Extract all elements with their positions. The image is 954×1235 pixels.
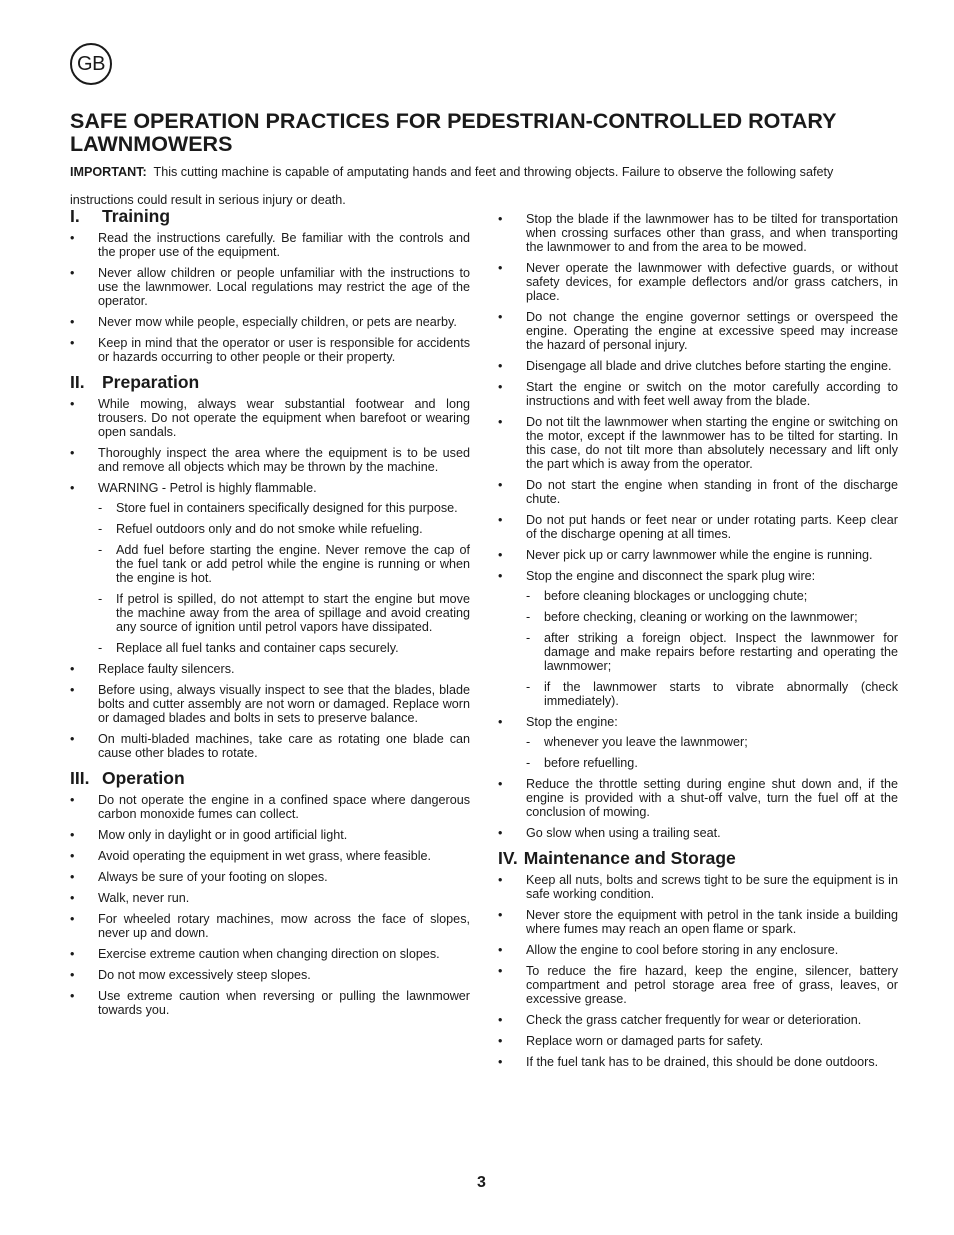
item-text: Stop the engine and disconnect the spark plug wire: bbox=[526, 569, 816, 583]
section-number: I. bbox=[70, 206, 80, 226]
page-number: 3 bbox=[477, 1174, 486, 1191]
bullet: • bbox=[498, 777, 503, 791]
bullet: • bbox=[70, 397, 75, 411]
item-text: before cleaning blockages or unclogging chute; bbox=[544, 589, 808, 603]
left-column bbox=[70, 205, 470, 1024]
item-text: For wheeled rotary machines, mow across the face of slopes, never up and down. bbox=[98, 912, 470, 940]
dash: - bbox=[98, 501, 103, 515]
bullet: • bbox=[70, 828, 75, 842]
sublist-item bbox=[498, 680, 898, 708]
item-text: Do not start the engine when standing in front of the discharge chute. bbox=[526, 478, 898, 506]
item-text: before refuelling. bbox=[544, 756, 638, 770]
item-text: Start the engine or switch on the motor carefully according to instructions and with feet well away from the blade. bbox=[526, 380, 898, 408]
bullet: • bbox=[70, 446, 75, 460]
bullet: • bbox=[70, 662, 75, 676]
item-text: On multi-bladed machines, take care as rotating one blade can cause other blades to rotate. bbox=[98, 732, 470, 760]
training-list bbox=[70, 231, 470, 364]
dash: - bbox=[526, 631, 531, 645]
list-item bbox=[498, 1013, 898, 1027]
section-title: Preparation bbox=[102, 372, 200, 392]
bullet: • bbox=[498, 569, 503, 583]
item-text: Stop the engine: bbox=[526, 715, 618, 729]
bullet: • bbox=[498, 873, 503, 887]
bullet: • bbox=[498, 478, 503, 492]
list-item bbox=[70, 662, 470, 676]
bullet: • bbox=[498, 359, 503, 373]
sublist-item bbox=[498, 735, 898, 749]
item-text: whenever you leave the lawnmower; bbox=[544, 735, 748, 749]
bullet: • bbox=[70, 849, 75, 863]
bullet: • bbox=[70, 336, 75, 350]
item-text: Do not mow excessively steep slopes. bbox=[98, 968, 311, 982]
item-text: To reduce the fire hazard, keep the engine, silencer, battery compartment and petrol storage area free of grass, leaves, or excessive grease. bbox=[526, 964, 898, 1006]
item-text: Always be sure of your footing on slopes. bbox=[98, 870, 328, 884]
list-item bbox=[498, 548, 898, 562]
item-text: Disengage all blade and drive clutches before starting the engine. bbox=[526, 359, 892, 373]
item-text: Never operate the lawnmower with defective guards, or without safety devices, for example deflectors and/or grass catchers, in place. bbox=[526, 261, 898, 303]
list-item bbox=[498, 908, 898, 936]
sublist-item bbox=[498, 756, 898, 770]
list-item bbox=[70, 849, 470, 863]
right-column bbox=[498, 212, 898, 1076]
list-item bbox=[498, 261, 898, 303]
bullet: • bbox=[70, 231, 75, 245]
item-text: If the fuel tank has to be drained, this should be done outdoors. bbox=[526, 1055, 879, 1069]
list-item bbox=[498, 964, 898, 1006]
bullet: • bbox=[70, 989, 75, 1003]
section-operation-heading bbox=[70, 767, 470, 789]
item-text: Refuel outdoors only and do not smoke while refueling. bbox=[116, 522, 423, 536]
stop-engine-sublist bbox=[526, 735, 898, 770]
operation-list-continued bbox=[498, 212, 898, 840]
bullet: • bbox=[498, 548, 503, 562]
item-text: Do not change the engine governor settings or overspeed the engine. Operating the engine at excessive speed may increase the hazard of personal injury. bbox=[526, 310, 898, 352]
bullet: • bbox=[498, 715, 503, 729]
page-title: SAFE OPERATION PRACTICES FOR PEDESTRIAN-CONTROLLED ROTARY LAWNMOWERS bbox=[70, 109, 837, 156]
operation-list bbox=[70, 793, 470, 1017]
item-text: Replace worn or damaged parts for safety. bbox=[526, 1034, 764, 1048]
dash: - bbox=[526, 589, 531, 603]
list-item bbox=[70, 891, 470, 905]
sublist-item bbox=[70, 592, 470, 634]
dash: - bbox=[526, 735, 531, 749]
item-text: after striking a foreign object. Inspect the lawnmower for damage and make repairs before restarting and operating the lawnmower; bbox=[544, 631, 898, 673]
section-number: II. bbox=[70, 372, 85, 392]
bullet: • bbox=[498, 908, 503, 922]
bullet: • bbox=[70, 266, 75, 280]
bullet: • bbox=[498, 826, 503, 840]
item-text: Read the instructions carefully. Be familiar with the controls and the proper use of the equipment. bbox=[98, 231, 470, 259]
list-item bbox=[498, 569, 898, 708]
dash: - bbox=[98, 641, 103, 655]
sublist-item bbox=[498, 631, 898, 673]
item-text: WARNING - Petrol is highly flammable. bbox=[98, 481, 317, 495]
bullet: • bbox=[498, 1013, 503, 1027]
item-text: Go slow when using a trailing seat. bbox=[526, 826, 721, 840]
list-item bbox=[70, 446, 470, 474]
section-title: Maintenance and Storage bbox=[523, 848, 736, 868]
list-item bbox=[70, 912, 470, 940]
preparation-list bbox=[70, 397, 470, 760]
list-item bbox=[498, 513, 898, 541]
item-text: Walk, never run. bbox=[98, 891, 190, 905]
list-item bbox=[498, 310, 898, 352]
item-text: Keep all nuts, bolts and screws tight to be sure the equipment is in safe working condition. bbox=[526, 873, 898, 901]
list-item bbox=[70, 793, 470, 821]
list-item bbox=[70, 266, 470, 308]
item-text: Thoroughly inspect the area where the equipment is to be used and remove all objects which may be thrown by the machine. bbox=[98, 446, 470, 474]
list-item bbox=[498, 943, 898, 957]
item-text: Do not put hands or feet near or under rotating parts. Keep clear of the discharge opening at all times. bbox=[526, 513, 898, 541]
item-text: Store fuel in containers specifically designed for this purpose. bbox=[116, 501, 458, 515]
bullet: • bbox=[70, 912, 75, 926]
section-number: IV. bbox=[498, 848, 518, 868]
bullet: • bbox=[498, 212, 503, 226]
bullet: • bbox=[70, 793, 75, 807]
bullet: • bbox=[70, 891, 75, 905]
sublist-item bbox=[70, 641, 470, 655]
item-text: Never allow children or people unfamiliar with the instructions to use the lawnmower. Local regulations may restrict the age of the operator. bbox=[98, 266, 470, 308]
list-item bbox=[70, 481, 470, 655]
list-item bbox=[498, 715, 898, 770]
item-text: Check the grass catcher frequently for wear or deterioration. bbox=[526, 1013, 862, 1027]
item-text: Never store the equipment with petrol in the tank inside a building where fumes may reach an open flame or spark. bbox=[526, 908, 898, 936]
item-text: Keep in mind that the operator or user is responsible for accidents or hazards occurring to other people or their property. bbox=[98, 336, 470, 364]
item-text: Mow only in daylight or in good artificial light. bbox=[98, 828, 348, 842]
item-text: Replace faulty silencers. bbox=[98, 662, 235, 676]
bullet: • bbox=[70, 870, 75, 884]
sublist-item bbox=[70, 501, 470, 515]
list-item bbox=[70, 315, 470, 329]
section-number: III. bbox=[70, 768, 90, 788]
sublist-item bbox=[498, 610, 898, 624]
list-item bbox=[70, 870, 470, 884]
dash: - bbox=[98, 522, 103, 536]
item-text: Never mow while people, especially children, or pets are nearby. bbox=[98, 315, 457, 329]
bullet: • bbox=[70, 732, 75, 746]
sublist-item bbox=[70, 522, 470, 536]
bullet: • bbox=[498, 943, 503, 957]
list-item bbox=[70, 683, 470, 725]
important-label: IMPORTANT: bbox=[70, 165, 147, 179]
bullet: • bbox=[498, 261, 503, 275]
sublist-item bbox=[498, 589, 898, 603]
section-preparation-heading bbox=[70, 371, 470, 393]
dash: - bbox=[526, 610, 531, 624]
bullet: • bbox=[498, 310, 503, 324]
list-item bbox=[70, 989, 470, 1017]
item-text: if the lawnmower starts to vibrate abnormally (check immediately). bbox=[544, 680, 898, 708]
item-text: Before using, always visually inspect to see that the blades, blade bolts and cutter assembly are not worn or damaged. Replace worn or damaged blades and bolts in sets to preserve balance. bbox=[98, 683, 470, 725]
bullet: • bbox=[498, 1034, 503, 1048]
item-text: Exercise extreme caution when changing direction on slopes. bbox=[98, 947, 440, 961]
bullet: • bbox=[498, 513, 503, 527]
maintenance-list bbox=[498, 873, 898, 1069]
item-text: Do not operate the engine in a confined space where dangerous carbon monoxide fumes can collect. bbox=[98, 793, 470, 821]
section-title: Operation bbox=[102, 768, 185, 788]
list-item bbox=[70, 947, 470, 961]
section-training-heading bbox=[70, 205, 470, 227]
bullet: • bbox=[498, 415, 503, 429]
list-item bbox=[498, 478, 898, 506]
item-text: Add fuel before starting the engine. Never remove the cap of the fuel tank or add petrol while the engine is running or when the engine is hot. bbox=[116, 543, 470, 585]
item-text: Reduce the throttle setting during engine shut down and, if the engine is provided with a shut-off valve, turn the fuel off at the conclusion of mowing. bbox=[526, 777, 898, 819]
list-item bbox=[70, 397, 470, 439]
bullet: • bbox=[70, 947, 75, 961]
list-item bbox=[498, 873, 898, 901]
dash: - bbox=[526, 680, 531, 694]
bullet: • bbox=[70, 481, 75, 495]
important-text: This cutting machine is capable of amputating hands and feet and throwing objects. Failure to observe the following safety instructions could result in serious injury or death. bbox=[70, 165, 834, 207]
dash: - bbox=[526, 756, 531, 770]
item-text: before checking, cleaning or working on the lawnmower; bbox=[544, 610, 858, 624]
list-item bbox=[498, 777, 898, 819]
list-item bbox=[498, 1034, 898, 1048]
spark-plug-sublist bbox=[526, 589, 898, 708]
item-text: Use extreme caution when reversing or pulling the lawnmower towards you. bbox=[98, 989, 470, 1017]
list-item bbox=[70, 828, 470, 842]
bullet: • bbox=[498, 1055, 503, 1069]
section-maintenance-heading bbox=[498, 847, 898, 869]
item-text: Replace all fuel tanks and container caps securely. bbox=[116, 641, 399, 655]
bullet: • bbox=[498, 380, 503, 394]
bullet: • bbox=[70, 315, 75, 329]
dash: - bbox=[98, 543, 103, 557]
item-text: Avoid operating the equipment in wet grass, where feasible. bbox=[98, 849, 432, 863]
warning-sublist bbox=[98, 501, 470, 655]
list-item bbox=[498, 1055, 898, 1069]
bullet: • bbox=[70, 683, 75, 697]
list-item bbox=[498, 380, 898, 408]
item-text: Stop the blade if the lawnmower has to be tilted for transportation when crossing surfaces other than grass, and when transporting the lawnmower to and from the area to be mowed. bbox=[526, 212, 898, 254]
section-title: Training bbox=[102, 206, 171, 226]
item-text: If petrol is spilled, do not attempt to start the engine but move the machine away from the area of spillage and avoid creating any source of ignition until petrol vapors have dissipated. bbox=[116, 592, 470, 634]
list-item bbox=[70, 732, 470, 760]
list-item bbox=[70, 968, 470, 982]
item-text: Never pick up or carry lawnmower while the engine is running. bbox=[526, 548, 873, 562]
list-item bbox=[70, 336, 470, 364]
list-item bbox=[498, 415, 898, 471]
sublist-item bbox=[70, 543, 470, 585]
item-text: Allow the engine to cool before storing in any enclosure. bbox=[526, 943, 839, 957]
list-item bbox=[498, 826, 898, 840]
item-text: Do not tilt the lawnmower when starting the engine or switching on the motor, except if the lawnmower has to be tilted for starting. In this case, do not tilt more than absolutely necessary and lift only the part which is away from the operator. bbox=[526, 415, 898, 471]
bullet: • bbox=[70, 968, 75, 982]
language-badge-gb: GB bbox=[70, 43, 112, 85]
list-item bbox=[70, 231, 470, 259]
list-item bbox=[498, 359, 898, 373]
list-item bbox=[498, 212, 898, 254]
item-text: While mowing, always wear substantial footwear and long trousers. Do not operate the equipment when barefoot or wearing open sandals. bbox=[98, 397, 470, 439]
bullet: • bbox=[498, 964, 503, 978]
dash: - bbox=[98, 592, 103, 606]
